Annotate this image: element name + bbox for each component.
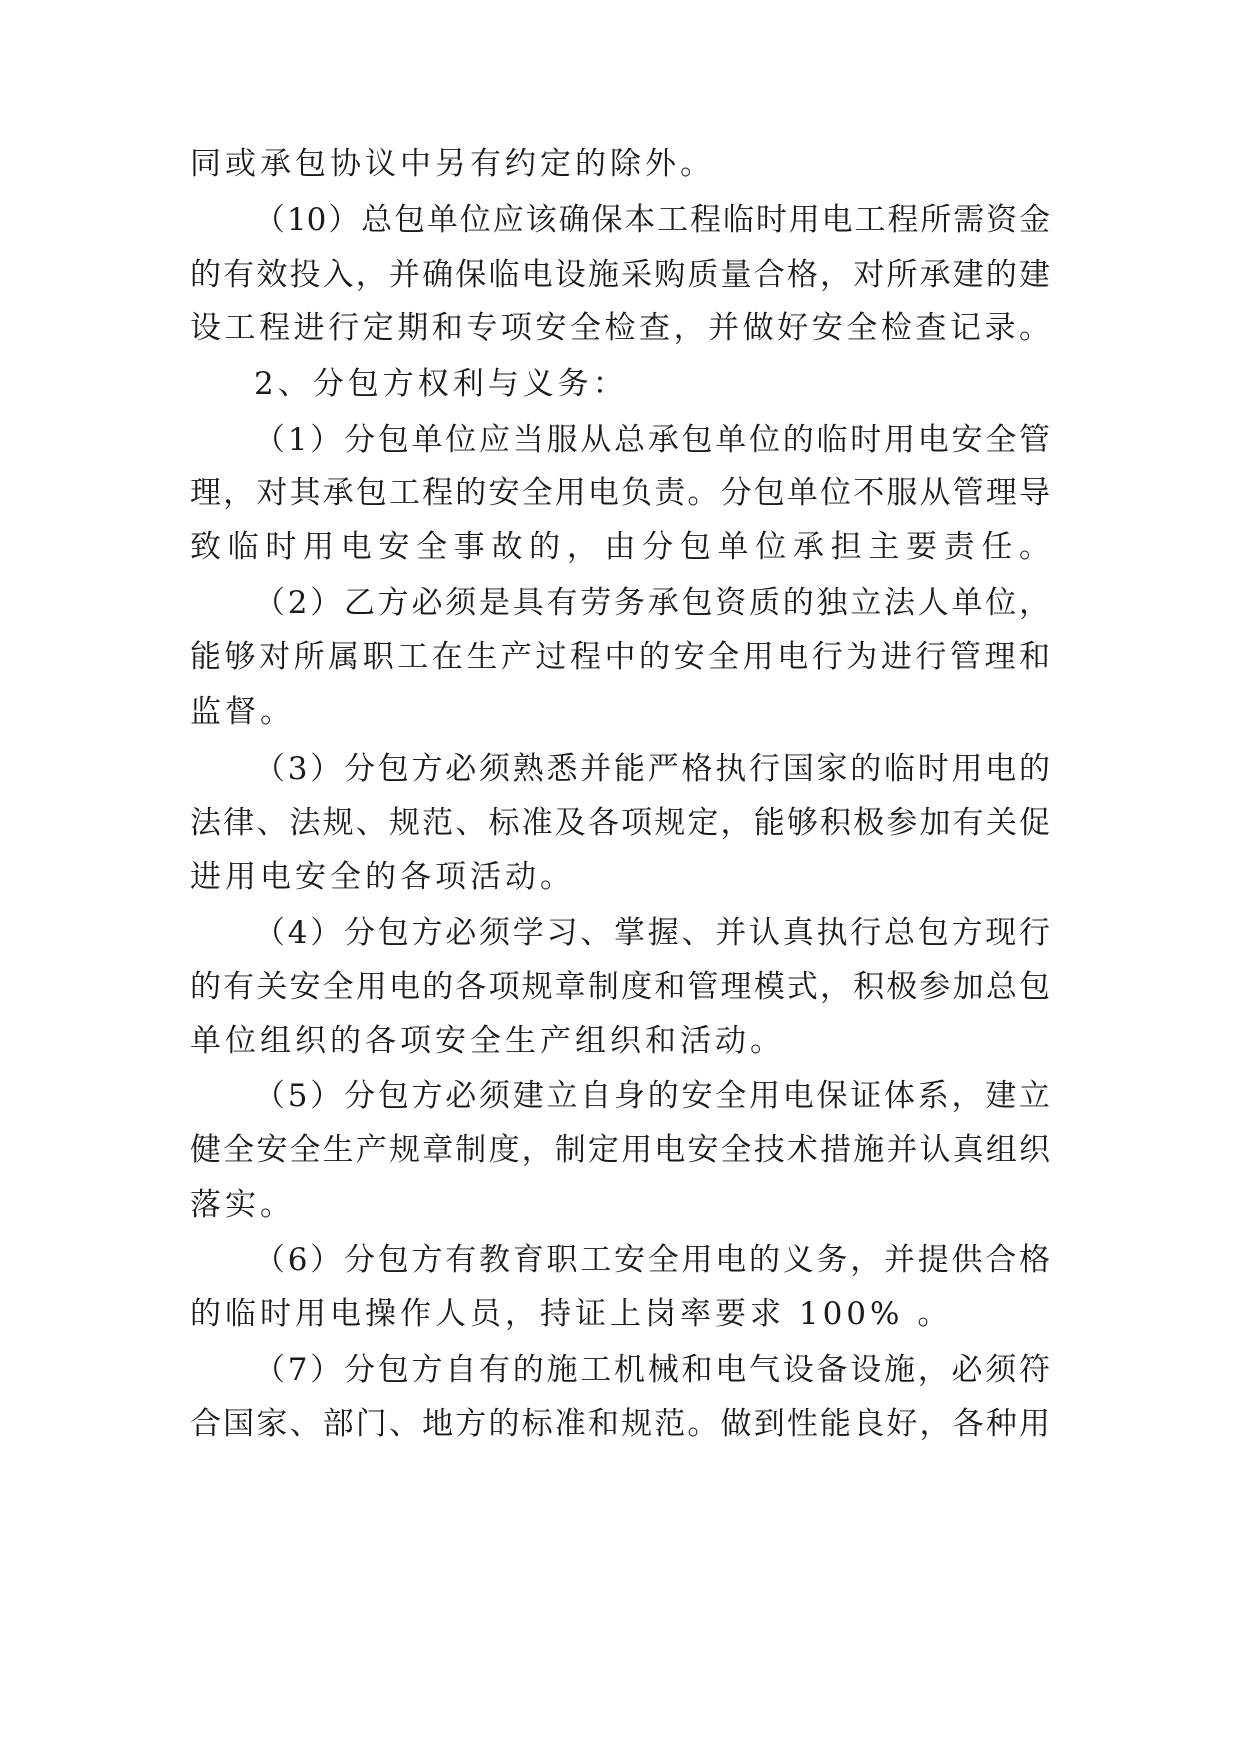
section-heading: 2、分包方权利与义务： [254,366,628,402]
text-line: 落实。 [190,1187,295,1223]
text-line: 理，对其承包工程的安全用电负责。分包单位不服从管理导 [190,475,1050,511]
text-line: （5）分包方必须建立自身的安全用电保证体系，建立 [254,1078,1050,1114]
text-line: （3）分包方必须熟悉并能严格执行国家的临时用电的 [254,751,1050,787]
text-line: （2）乙方必须是具有劳务承包资质的独立法人单位， [254,585,1050,621]
text-line: 同或承包协议中另有约定的除外。 [190,146,715,182]
text-line: （7）分包方自有的施工机械和电气设备设施，必须符 [254,1352,1050,1388]
text-line: 单位组织的各项安全生产组织和活动。 [190,1023,785,1059]
text-line: 能够对所属职工在生产过程中的安全用电行为进行管理和 [190,639,1050,675]
text-line: （6）分包方有教育职工安全用电的义务，并提供合格 [254,1242,1050,1278]
text-line: 合国家、部门、地方的标准和规范。做到性能良好，各种用 [190,1406,1050,1442]
text-line: （10）总包单位应该确保本工程临时用电工程所需资金 [254,202,1050,238]
text-line: 设工程进行定期和专项安全检查，并做好安全检查记录。 [190,310,1050,346]
text-line: 的临时用电操作人员，持证上岗率要求 100% 。 [190,1296,953,1332]
text-line: 监督。 [190,694,295,730]
text-line: （1）分包单位应当服从总承包单位的临时用电安全管 [254,422,1050,458]
text-line: 法律、法规、规范、标准及各项规定，能够积极参加有关促 [190,805,1050,841]
text-line: 的有关安全用电的各项规章制度和管理模式，积极参加总包 [190,969,1050,1005]
text-line: 进用电安全的各项活动。 [190,859,575,895]
text-line: （4）分包方必须学习、掌握、并认真执行总包方现行 [254,915,1050,951]
text-line: 致临时用电安全事故的，由分包单位承担主要责任。 [190,529,1050,565]
text-line: 的有效投入，并确保临电设施采购质量合格，对所承建的建 [190,257,1050,293]
text-line: 健全安全生产规章制度，制定用电安全技术措施并认真组织 [190,1132,1050,1168]
